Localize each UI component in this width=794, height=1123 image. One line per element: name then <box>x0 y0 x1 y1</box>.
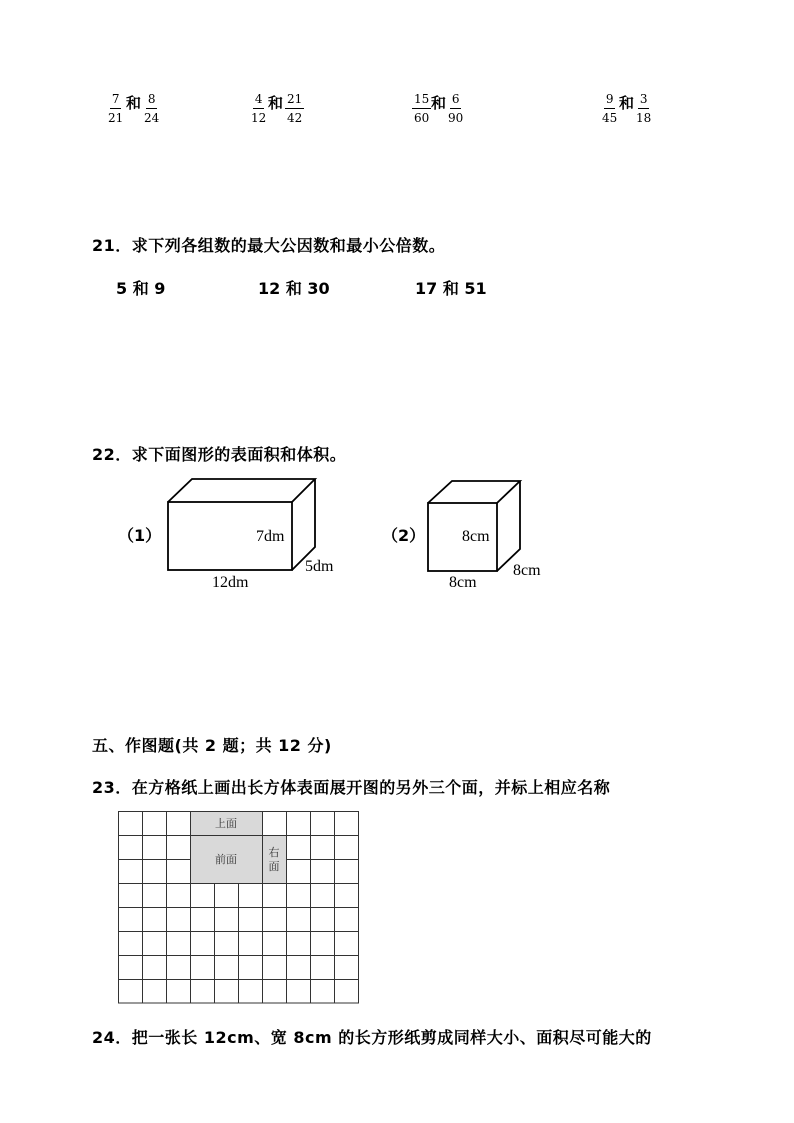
cube-figure <box>420 470 560 595</box>
cube-length-label: 8cm <box>449 574 477 591</box>
fraction <box>636 92 651 125</box>
question-23-title: 23．在方格纸上画出长方体表面展开图的另外三个面，并标上相应名称 <box>92 778 611 797</box>
fraction <box>448 92 463 125</box>
cuboid-top-face <box>168 479 315 502</box>
numerator: 15 <box>412 92 431 109</box>
and-word: 和 <box>431 94 447 112</box>
grid-paper <box>118 810 360 1004</box>
numerator: 4 <box>253 92 265 109</box>
fraction <box>108 92 123 125</box>
question-22-title: 22．求下面图形的表面积和体积。 <box>92 445 347 464</box>
cuboid-height-label: 7dm <box>256 528 285 545</box>
right-face-label-line2: 面 <box>268 860 280 873</box>
and-word: 和 <box>126 94 142 112</box>
numerator: 7 <box>110 92 122 109</box>
numerator: 21 <box>285 92 304 109</box>
number-group-3: 17 和 51 <box>415 279 487 298</box>
numerator: 9 <box>604 92 616 109</box>
denominator: 42 <box>287 111 303 125</box>
denominator: 21 <box>108 111 124 125</box>
denominator: 18 <box>636 111 652 125</box>
denominator: 60 <box>414 111 430 125</box>
fraction <box>251 92 266 125</box>
denominator: 24 <box>144 111 160 125</box>
number-group-1: 5 和 9 <box>116 279 166 298</box>
cube-top-face <box>428 481 520 503</box>
question-21-title: 21．求下列各组数的最大公因数和最小公倍数。 <box>92 236 446 255</box>
fraction <box>285 92 304 125</box>
right-face-cell <box>262 835 286 883</box>
fraction <box>602 92 617 125</box>
numerator: 6 <box>450 92 462 109</box>
number-group-2: 12 和 30 <box>258 279 330 298</box>
cuboid-depth-label: 5dm <box>305 558 334 575</box>
and-word: 和 <box>268 94 284 112</box>
denominator: 45 <box>602 111 618 125</box>
right-face-label-line1: 右 <box>268 846 280 859</box>
denominator: 12 <box>251 111 267 125</box>
cuboid-side-face <box>292 479 315 570</box>
fraction <box>412 92 431 125</box>
figure-1-label: （1） <box>118 526 162 545</box>
and-word: 和 <box>619 94 635 112</box>
front-face-label: 前面 <box>215 853 237 866</box>
cuboid-length-label: 12dm <box>212 574 249 591</box>
numerator: 3 <box>638 92 650 109</box>
cuboid-figure <box>160 470 380 595</box>
cube-height-label: 8cm <box>462 528 490 545</box>
section-5-title: 五、作图题(共 2 题；共 12 分) <box>92 736 332 755</box>
question-24-title: 24．把一张长 12cm、宽 8cm 的长方形纸剪成同样大小、面积尽可能大的 <box>92 1028 652 1047</box>
numerator: 8 <box>146 92 158 109</box>
denominator: 90 <box>448 111 464 125</box>
fraction <box>144 92 159 125</box>
top-face-label: 上面 <box>215 817 237 830</box>
cube-depth-label: 8cm <box>513 562 541 579</box>
figure-2-label: （2） <box>382 526 426 545</box>
cube-side-face <box>497 481 520 571</box>
